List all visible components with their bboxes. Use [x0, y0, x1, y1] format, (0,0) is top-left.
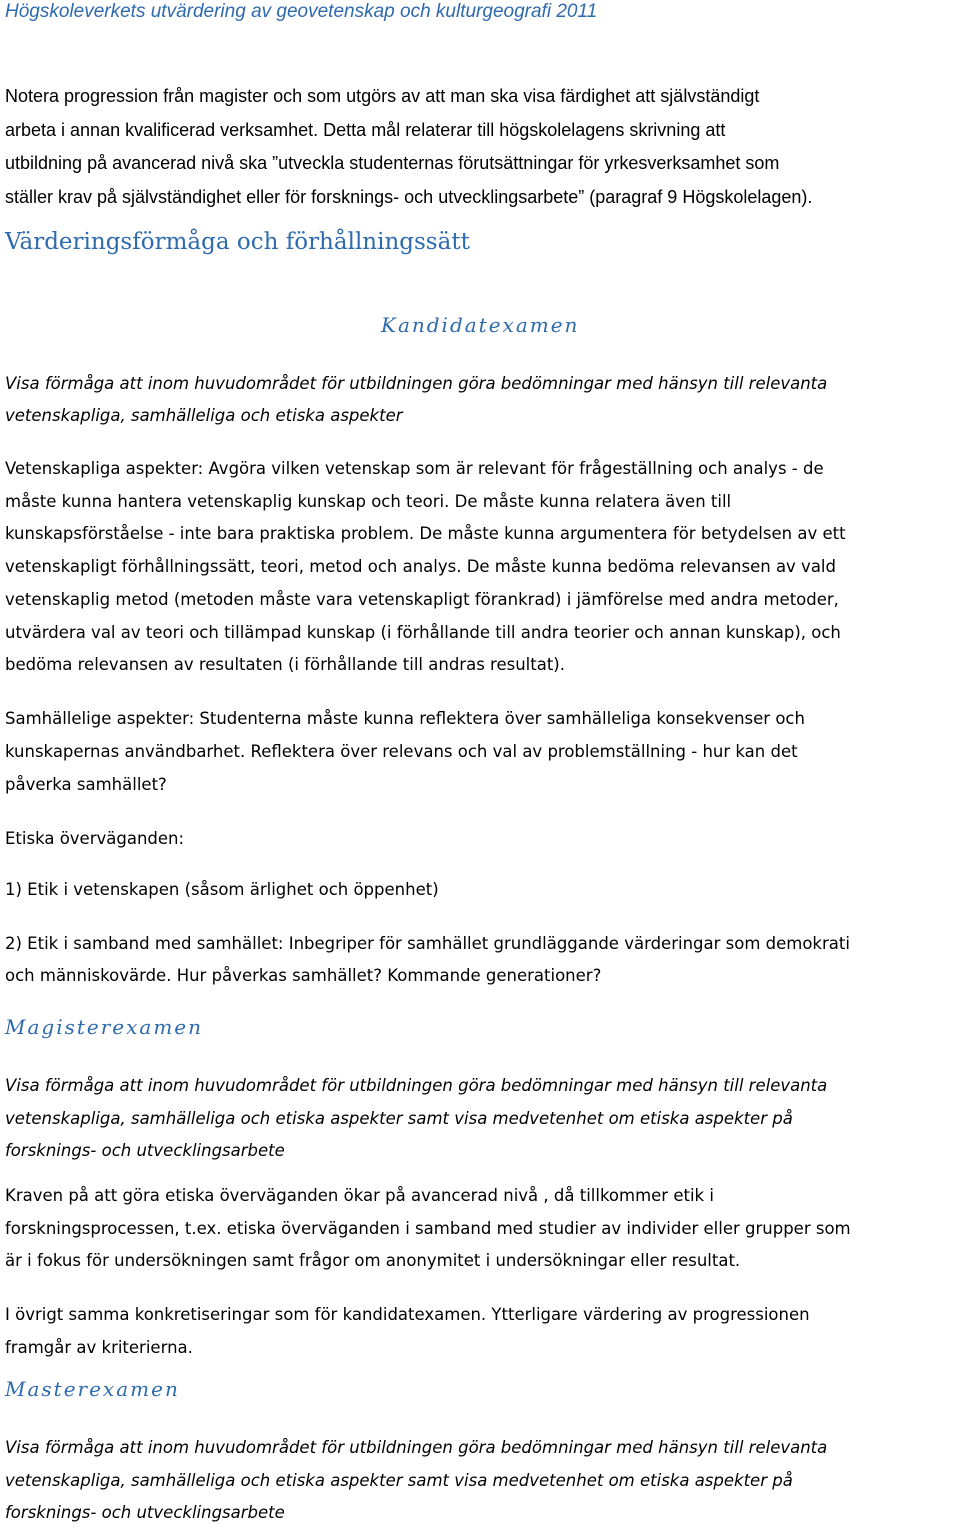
goal-line: Visa förmåga att inom huvudområdet för utbildningen göra bedömningar med hänsyn till relevanta [5, 1076, 828, 1095]
paragraph-line: Kraven på att göra etiska överväganden ökar på avancerad nivå , då tillkommer etik i [5, 1186, 714, 1205]
paragraph-line: och människovärde. Hur påverkas samhället? Kommande generationer? [5, 966, 602, 985]
goal-line: vetenskapliga, samhälleliga och etiska aspekter [5, 406, 403, 425]
ethics-heading: Etiska överväganden: [5, 829, 185, 848]
paragraph-line: framgår av kriterierna. [5, 1337, 193, 1357]
goal-line: forsknings- och utvecklingsarbete [5, 1141, 285, 1160]
scientific-aspects-paragraph [5, 453, 955, 682]
section-heading: Värderingsförmåga och förhållningssätt [5, 229, 470, 255]
goal-line: Visa förmåga att inom huvudområdet för utbildningen göra bedömningar med hänsyn till relevanta [5, 374, 828, 393]
master-heading: Masterexamen [5, 1377, 180, 1401]
goal-line: vetenskapliga, samhälleliga och etiska aspekter samt visa medvetenhet om etiska aspekter på [5, 1108, 793, 1128]
paragraph-line: Vetenskapliga aspekter: Avgöra vilken vetenskap som är relevant för frågeställning och analys - de [5, 459, 824, 478]
kandidat-goal [5, 368, 955, 432]
paragraph-line: Samhällelige aspekter: Studenterna måste kunna reflektera över samhälleliga konsekvenser och [5, 709, 805, 728]
paragraph-line: måste kunna hantera vetenskaplig kunskap och teori. De måste kunna relatera även till [5, 491, 732, 511]
paragraph-line: 2) Etik i samband med samhället: Inbegriper för samhället grundläggande värderingar som demokrati [5, 934, 850, 953]
paragraph-line: är i fokus för undersökningen samt frågor om anonymitet i undersökningar eller resultat. [5, 1251, 741, 1270]
ethics-item-2 [5, 928, 955, 992]
paragraph-line: kunskapernas användbarhet. Reflektera över relevans och val av problemställning - hur kan det [5, 742, 798, 761]
magister-goal [5, 1070, 955, 1168]
ethics-item-1: 1) Etik i vetenskapen (såsom ärlighet och öppenhet) [5, 880, 439, 899]
paragraph-line: utvärdera val av teori och tillämpad kunskap (i förhållande till andra teorier och annan kunskap), och [5, 622, 841, 642]
paragraph-line: forskningsprocessen, t.ex. etiska överväganden i samband med studier av individer eller grupper som [5, 1218, 851, 1238]
intro-paragraph [5, 80, 955, 214]
paragraph-line: kunskapsförståelse - inte bara praktiska problem. De måste kunna argumentera för betydelsen av ett [5, 524, 846, 544]
magister-requirements-paragraph [5, 1180, 955, 1278]
intro-line: Notera progression från magister och som utgörs av att man ska visa färdighet att självständigt [5, 86, 760, 106]
goal-line: forsknings- och utvecklingsarbete [5, 1503, 285, 1522]
paragraph-line: bedöma relevansen av resultaten (i förhållande till andras resultat). [5, 655, 565, 675]
intro-line: utbildning på avancerad nivå ska ”utveckla studenternas förutsättningar för yrkesverksamhet som [5, 153, 780, 173]
intro-line: arbeta i annan kvalificerad verksamhet. Detta mål relaterar till högskolelagens skrivning att [5, 119, 726, 140]
intro-line: ställer krav på självständighet eller för forsknings- och utvecklingsarbete” (paragraf 9 Högskolelagen). [5, 186, 813, 207]
running-header: Högskoleverkets utvärdering av geovetenskap och kulturgeografi 2011 [5, 1, 598, 22]
social-aspects-paragraph [5, 702, 955, 801]
master-goal [5, 1432, 955, 1530]
goal-line: vetenskapliga, samhälleliga och etiska aspekter samt visa medvetenhet om etiska aspekter på [5, 1470, 793, 1490]
paragraph-line: I övrigt samma konkretiseringar som för kandidatexamen. Ytterligare värdering av progressionen [5, 1305, 810, 1324]
kandidat-heading: Kandidatexamen [381, 313, 580, 337]
goal-line: Visa förmåga att inom huvudområdet för utbildningen göra bedömningar med hänsyn till relevanta [5, 1438, 828, 1457]
paragraph-line: vetenskaplig metod (metoden måste vara vetenskapligt förankrad) i jämförelse med andra metoder, [5, 589, 839, 609]
magister-other-paragraph [5, 1299, 955, 1364]
magister-heading: Magisterexamen [5, 1015, 204, 1039]
paragraph-line: vetenskapligt förhållningssätt, teori, metod och analys. De måste kunna bedöma relevansen av vald [5, 557, 836, 577]
paragraph-line: påverka samhället? [5, 775, 167, 794]
